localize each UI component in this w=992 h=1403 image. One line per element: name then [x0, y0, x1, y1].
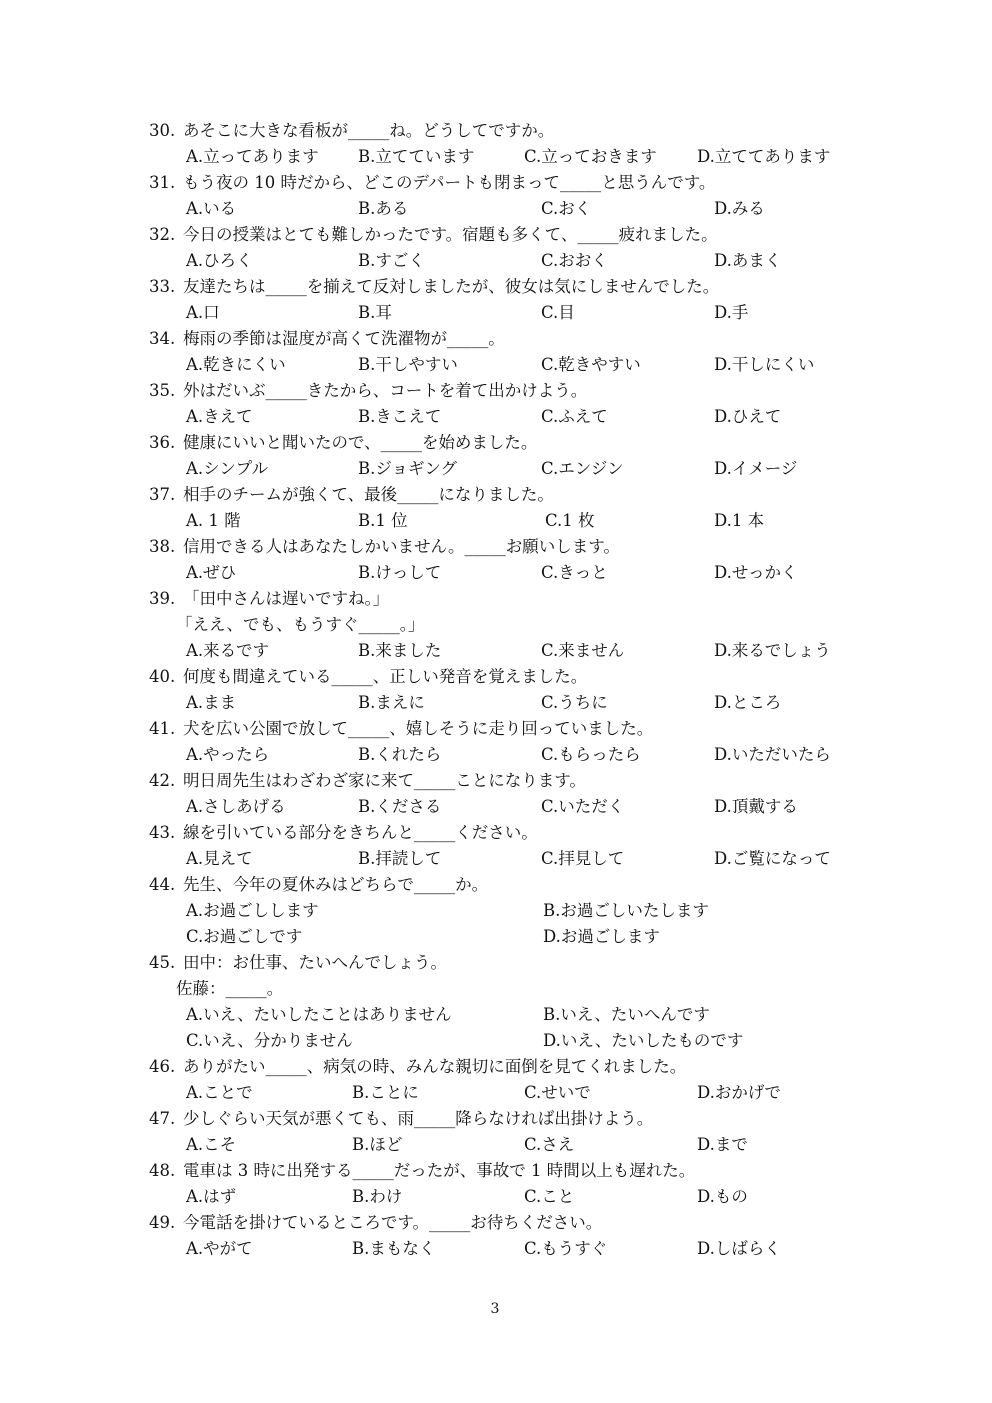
question-stem: 田中：お仕事、たいへんでしょう。 [183, 953, 447, 972]
choice-b: B.けっして [358, 563, 442, 582]
choice-d: D.みる [714, 199, 765, 218]
choice-b: B.まもなく [352, 1239, 436, 1258]
question-stem: 梅雨の季節は湿度が高くて洗濯物が_____。 [183, 329, 505, 348]
choice-c: C.おく [541, 199, 592, 218]
choice-d: D.ところ [714, 693, 782, 712]
choice-a: A.立ってあります [186, 147, 319, 166]
question-37 [149, 484, 554, 506]
choice-d: D.干しにくい [714, 355, 815, 374]
choice-d: D.イメージ [714, 459, 798, 478]
question-stem-line-2: 佐藤：_____。 [176, 979, 284, 998]
choice-c: C.来ません [541, 641, 625, 660]
choice-c: C.いただく [541, 797, 625, 816]
question-number: 31. [149, 173, 176, 192]
question-32 [149, 224, 718, 246]
choice-a: A.さしあげる [186, 797, 286, 816]
choice-d: D.おかげで [697, 1083, 781, 1102]
question-number: 30. [149, 121, 176, 140]
question-48 [149, 1160, 695, 1182]
choice-d: D.立ててあります [697, 147, 831, 166]
choice-a: A.シンプル [186, 459, 269, 478]
question-31 [149, 172, 715, 194]
choice-a: A.まま [186, 693, 237, 712]
choice-c: C.お過ごしです [186, 927, 303, 946]
question-number: 49. [149, 1213, 176, 1232]
choice-d: D.来るでしょう [714, 641, 831, 660]
choice-a: A.乾きにくい [186, 355, 286, 374]
question-stem: 電車は 3 時に出発する_____だったが、事故で 1 時間以上も遅れた。 [183, 1161, 696, 1180]
choice-c: C.エンジン [541, 459, 624, 478]
question-stem: 今電話を掛けているところです。_____お待ちください。 [183, 1213, 603, 1232]
question-number: 44. [149, 875, 176, 894]
question-number: 38. [149, 537, 176, 556]
question-44 [149, 874, 488, 896]
question-40 [149, 666, 587, 688]
choice-c: C.拝見して [541, 849, 625, 868]
question-stem: あそこに大きな看板が_____ね。どうしてですか。 [183, 121, 555, 140]
choice-c: C.おおく [541, 251, 608, 270]
question-number: 43. [149, 823, 176, 842]
choice-a: A.お過ごしします [186, 901, 319, 920]
question-stem: 犬を広い公園で放して_____、嬉しそうに走り回っていました。 [183, 719, 654, 738]
choice-c: C.目 [541, 303, 575, 322]
choice-d: D.1 本 [714, 511, 765, 530]
choice-d: D.手 [714, 303, 749, 322]
choice-b: B.まえに [358, 693, 425, 712]
choice-c: C.うちに [541, 693, 608, 712]
question-number: 47. [149, 1109, 176, 1128]
question-stem-line-2: 「ええ、でも、もうすぐ_____。」 [176, 615, 425, 634]
choice-a: A.来るです [186, 641, 269, 660]
choice-b: B.くれたら [358, 745, 442, 764]
choice-b: B.いえ、たいへんです [543, 1005, 710, 1024]
question-35 [149, 380, 587, 402]
question-34 [149, 328, 505, 350]
choice-b: B.拝読して [358, 849, 442, 868]
choice-d: D.いただいたら [714, 745, 831, 764]
question-stem: 外はだいぶ_____きたから、コートを着て出かけよう。 [183, 381, 588, 400]
question-stem: 相手のチームが強くて、最後_____になりました。 [183, 485, 554, 504]
question-number: 46. [149, 1057, 176, 1076]
question-30 [149, 120, 554, 142]
choice-b: B.ことに [352, 1083, 419, 1102]
question-number: 41. [149, 719, 176, 738]
choice-a: A.いる [186, 199, 237, 218]
choice-b: B.ジョギング [358, 459, 458, 478]
choice-c: C.もうすぐ [524, 1239, 608, 1258]
question-stem: 少しぐらい天気が悪くても、雨_____降らなければ出掛けよう。 [183, 1109, 654, 1128]
choice-a: A.ひろく [186, 251, 253, 270]
choice-b: B.ある [358, 199, 409, 218]
question-stem: 友達たちは_____を揃えて反対しましたが、彼女は気にしませんでした。 [183, 277, 720, 296]
choice-d: D.いえ、たいしたものです [543, 1031, 744, 1050]
choice-a: A.いえ、たいしたことはありません [186, 1005, 452, 1024]
page-number: 3 [490, 1301, 500, 1317]
choice-c: C.きっと [541, 563, 608, 582]
choice-b: B.干しやすい [358, 355, 458, 374]
choice-b: B.耳 [358, 303, 392, 322]
choice-b: B.わけ [352, 1187, 403, 1206]
question-number: 45. [149, 953, 176, 972]
choice-d: D.まで [697, 1135, 748, 1154]
question-stem: 信用できる人はあなたしかいません。_____お願いします。 [183, 537, 620, 556]
question-45 [149, 952, 447, 974]
question-number: 39. [149, 589, 176, 608]
question-46 [149, 1056, 686, 1078]
question-number: 40. [149, 667, 176, 686]
question-stem: 何度も間違えている_____、正しい発音を覚えました。 [183, 667, 588, 686]
choice-a: A.口 [186, 303, 220, 322]
question-43 [149, 822, 538, 844]
choice-c: C.立っておきます [524, 147, 657, 166]
question-42 [149, 770, 586, 792]
choice-b: B.きこえて [358, 407, 442, 426]
choice-b: B.すごく [358, 251, 425, 270]
question-39 [149, 588, 389, 610]
question-number: 33. [149, 277, 176, 296]
question-38 [149, 536, 620, 558]
choice-a: A.きえて [186, 407, 253, 426]
question-36 [149, 432, 537, 454]
choice-d: D.あまく [714, 251, 782, 270]
choice-a: A.やったら [186, 745, 270, 764]
choice-b: B.くださる [358, 797, 442, 816]
choice-d: D.ひえて [714, 407, 782, 426]
question-stem: 明日周先生はわざわざ家に来て_____ことになります。 [183, 771, 586, 790]
choice-c: C.乾きやすい [541, 355, 641, 374]
question-number: 36. [149, 433, 176, 452]
question-number: 34. [149, 329, 176, 348]
choice-c: C.ふえて [541, 407, 608, 426]
question-49 [149, 1212, 602, 1234]
choice-d: D.頂戴する [714, 797, 798, 816]
question-stem: 先生、今年の夏休みはどちらで_____か。 [183, 875, 489, 894]
question-number: 35. [149, 381, 176, 400]
choice-c: C.もらったら [541, 745, 641, 764]
question-33 [149, 276, 719, 298]
question-number: 32. [149, 225, 176, 244]
choice-c: C.こと [524, 1187, 575, 1206]
question-number: 37. [149, 485, 176, 504]
question-stem: ありがたい_____、病気の時、みんな親切に面倒を見てくれました。 [183, 1057, 687, 1076]
question-stem: 「田中さんは遅いですね。」 [183, 589, 390, 608]
question-47 [149, 1108, 653, 1130]
question-stem: 健康にいいと聞いたので、_____を始めました。 [183, 433, 538, 452]
choice-c: C.さえ [524, 1135, 575, 1154]
choice-a: A.ぜひ [186, 563, 237, 582]
question-number: 42. [149, 771, 176, 790]
choice-c: C.いえ、分かりません [186, 1031, 353, 1050]
question-stem: もう夜の 10 時だから、どこのデパートも閉まって_____と思うんです。 [183, 173, 716, 192]
choice-a: A.はず [186, 1187, 237, 1206]
question-stem: 今日の授業はとても難しかったです。宿題も多くて、_____疲れました。 [183, 225, 718, 244]
choice-d: D.しばらく [697, 1239, 781, 1258]
choice-b: B.立てています [358, 147, 475, 166]
choice-b: B.来ました [358, 641, 442, 660]
question-stem: 線を引いている部分をきちんと_____ください。 [183, 823, 538, 842]
choice-b: B.ほど [352, 1135, 403, 1154]
choice-b: B.お過ごしいたします [543, 901, 709, 920]
choice-a: A.こそ [186, 1135, 237, 1154]
choice-c: C.1 枚 [545, 511, 595, 530]
choice-c: C.せいで [524, 1083, 591, 1102]
choice-b: B.1 位 [358, 511, 408, 530]
choice-d: D.お過ごします [543, 927, 660, 946]
choice-a: A.ことで [186, 1083, 253, 1102]
choice-d: D.せっかく [714, 563, 798, 582]
choice-d: D.もの [697, 1187, 748, 1206]
question-number: 48. [149, 1161, 176, 1180]
choice-a: A. 1 階 [186, 511, 241, 530]
choice-a: A.見えて [186, 849, 253, 868]
choice-a: A.やがて [186, 1239, 253, 1258]
choice-d: D.ご覧になって [714, 849, 831, 868]
question-41 [149, 718, 653, 740]
